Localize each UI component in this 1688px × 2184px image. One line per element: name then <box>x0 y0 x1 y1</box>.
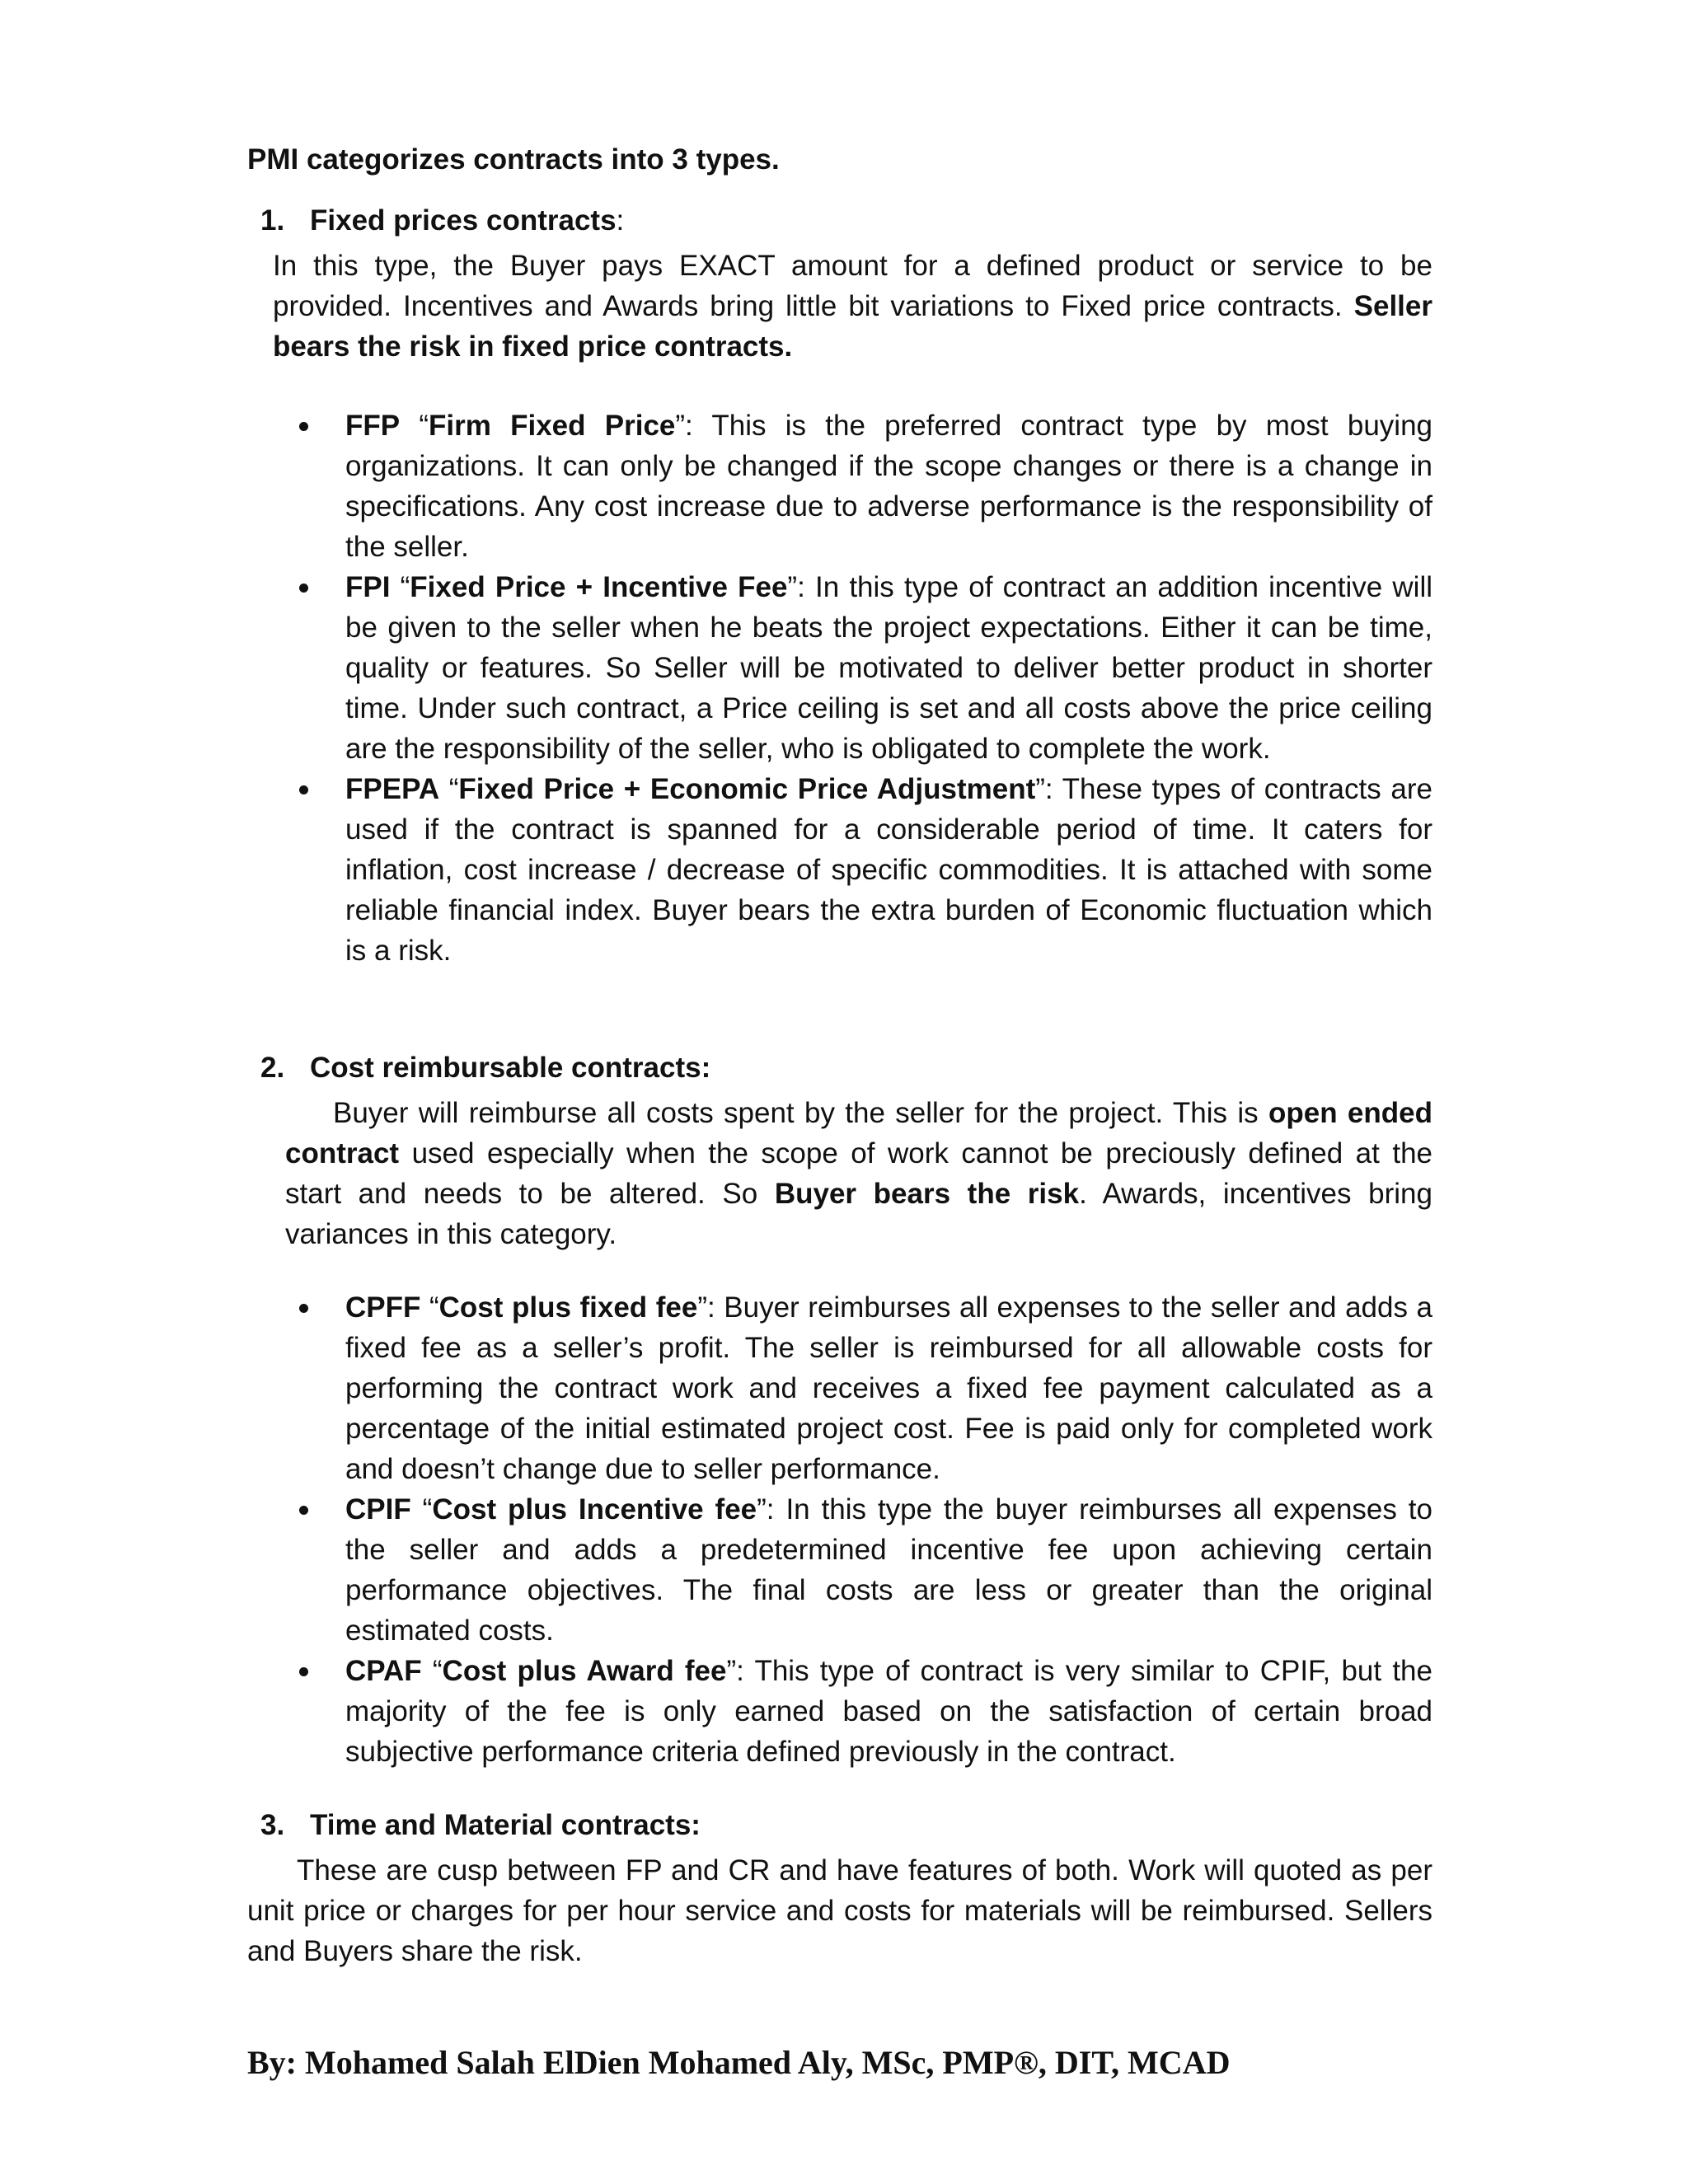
contract-desc: These types of contracts are used if the contract is spanned for a considerable period of time. It caters for inflation, cost increase / decrease of specific commodities. It is attached with some reliable financial index. Buyer bears the extra burden of Economic fluctuation which is a risk. <box>345 773 1432 967</box>
quote-close: ”: <box>757 1493 775 1526</box>
contract-abbr: FPEPA <box>345 773 440 805</box>
quote-open: “ <box>400 571 410 603</box>
author-footer: By: Mohamed Salah ElDien Mohamed Aly, MSc, PMP®, DIT, MCAD <box>247 2044 1231 2081</box>
bullet-icon <box>299 422 308 431</box>
contract-desc: In this type the buyer reimburses all expenses to the seller and adds a predetermined incentive fee upon achieving certain performance objectives. The final costs are less or greater than the original estimated costs. <box>345 1493 1432 1647</box>
section-title: Fixed prices contracts <box>310 204 617 237</box>
quote-open: “ <box>448 773 459 805</box>
section-heading-fixed-price <box>260 201 624 241</box>
contract-name: Fixed Price + Incentive Fee <box>410 571 788 603</box>
contract-desc: This is the preferred contract type by most buying organizations. It can only be changed if the scope changes or there is a change in specifications. Any cost increase due to adverse performance is the responsibility of the seller. <box>345 410 1432 563</box>
contract-abbr: CPFF <box>345 1291 421 1324</box>
intro-bold-open-ended: open ended contract <box>285 1097 1432 1169</box>
quote-open: “ <box>421 1655 443 1687</box>
contract-name: Firm Fixed Price <box>429 410 676 442</box>
quote-open: “ <box>410 1493 433 1526</box>
section-number: 1. <box>260 204 285 237</box>
list-item-ffp <box>293 405 1432 567</box>
bullet-icon <box>299 1667 308 1676</box>
contract-name: Fixed Price + Economic Price Adjustment <box>458 773 1036 805</box>
quote-close: ”: <box>726 1655 744 1687</box>
section-intro-cost-reimbursable <box>285 1093 1432 1254</box>
contract-desc: This type of contract is very similar to CPIF, but the majority of the fee is only earned based on the satisfaction of certain broad subjective performance criteria defined previously in the contract. <box>345 1655 1432 1768</box>
quote-close: ”: <box>787 571 805 603</box>
contract-desc: In this type of contract an addition incentive will be given to the seller when he beats the project expectations. Either it can be time, quality or features. So Seller will be motivated to deliver better product in shorter time. Under such contract, a Price ceiling is set and all costs above the price ceiling are the responsibility of the seller, who is obligated to complete the work. <box>345 571 1432 765</box>
section-heading-cost-reimbursable <box>260 1048 710 1088</box>
bullet-icon <box>299 785 308 794</box>
cost-reimbursable-list <box>293 1287 1432 1772</box>
list-item-cpif <box>293 1489 1432 1651</box>
section-heading-time-material <box>260 1806 701 1845</box>
section-intro-fixed-price <box>273 246 1432 367</box>
section-intro-time-material: These are cusp between FP and CR and have features of both. Work will quoted as per unit price or charges for per hour service and costs for materials will be reimbursed. Sellers and Buyers share the risk. <box>247 1854 1432 1967</box>
contract-abbr: FPI <box>345 571 391 603</box>
section-title-suffix: : <box>616 204 625 237</box>
section-number: 2. <box>260 1052 285 1084</box>
quote-close: ”: <box>1035 773 1053 805</box>
intro-bold-risk: Seller bears the risk in fixed price contracts. <box>273 290 1432 363</box>
intro-bold-buyer-risk: Buyer bears the risk <box>774 1178 1080 1210</box>
intro-text-2: used especially when the scope of work cannot be preciously defined at the start and needs to be altered. So <box>285 1137 1432 1210</box>
contract-name: Cost plus Incentive fee <box>432 1493 757 1526</box>
fixed-price-list <box>293 405 1432 971</box>
intro-text: In this type, the Buyer pays EXACT amount for a defined product or service to be provided. Incentives and Awards bring little bit variations to Fixed price contracts. <box>273 250 1432 322</box>
bullet-icon <box>299 583 308 593</box>
list-item-cpaf <box>293 1651 1432 1772</box>
contract-name: Cost plus fixed fee <box>438 1291 698 1324</box>
document-title: PMI categorizes contracts into 3 types. <box>247 143 780 176</box>
list-item-fpepa <box>293 769 1432 971</box>
quote-close: ”: <box>675 410 693 442</box>
quote-close: ”: <box>697 1291 715 1324</box>
intro-text-3: . Awards, incentives bring variances in this category. <box>285 1178 1432 1250</box>
contract-abbr: CPIF <box>345 1493 411 1526</box>
bullet-icon <box>299 1506 308 1515</box>
list-item-fpi <box>293 567 1432 769</box>
quote-open: “ <box>420 1291 439 1324</box>
contract-abbr: CPAF <box>345 1655 422 1687</box>
contract-desc: Buyer reimburses all expenses to the seller and adds a fixed fee as a seller’s profit. The seller is reimbursed for all allowable costs for performing the contract work and receives a fixed fee payment calculated as a percentage of the initial estimated project cost. Fee is paid only for completed work and doesn’t change due to seller performance. <box>345 1291 1433 1485</box>
bullet-icon <box>299 1304 308 1313</box>
quote-open: “ <box>419 410 429 442</box>
contract-name: Cost plus Award fee <box>442 1655 727 1687</box>
list-item-cpff <box>293 1287 1432 1489</box>
intro-text-1: Buyer will reimburse all costs spent by the seller for the project. This is <box>333 1097 1268 1129</box>
contract-abbr: FFP <box>345 410 401 442</box>
section-number: 3. <box>260 1809 285 1841</box>
section-title: Time and Material contracts: <box>310 1809 701 1841</box>
section-title: Cost reimbursable contracts: <box>310 1052 711 1084</box>
